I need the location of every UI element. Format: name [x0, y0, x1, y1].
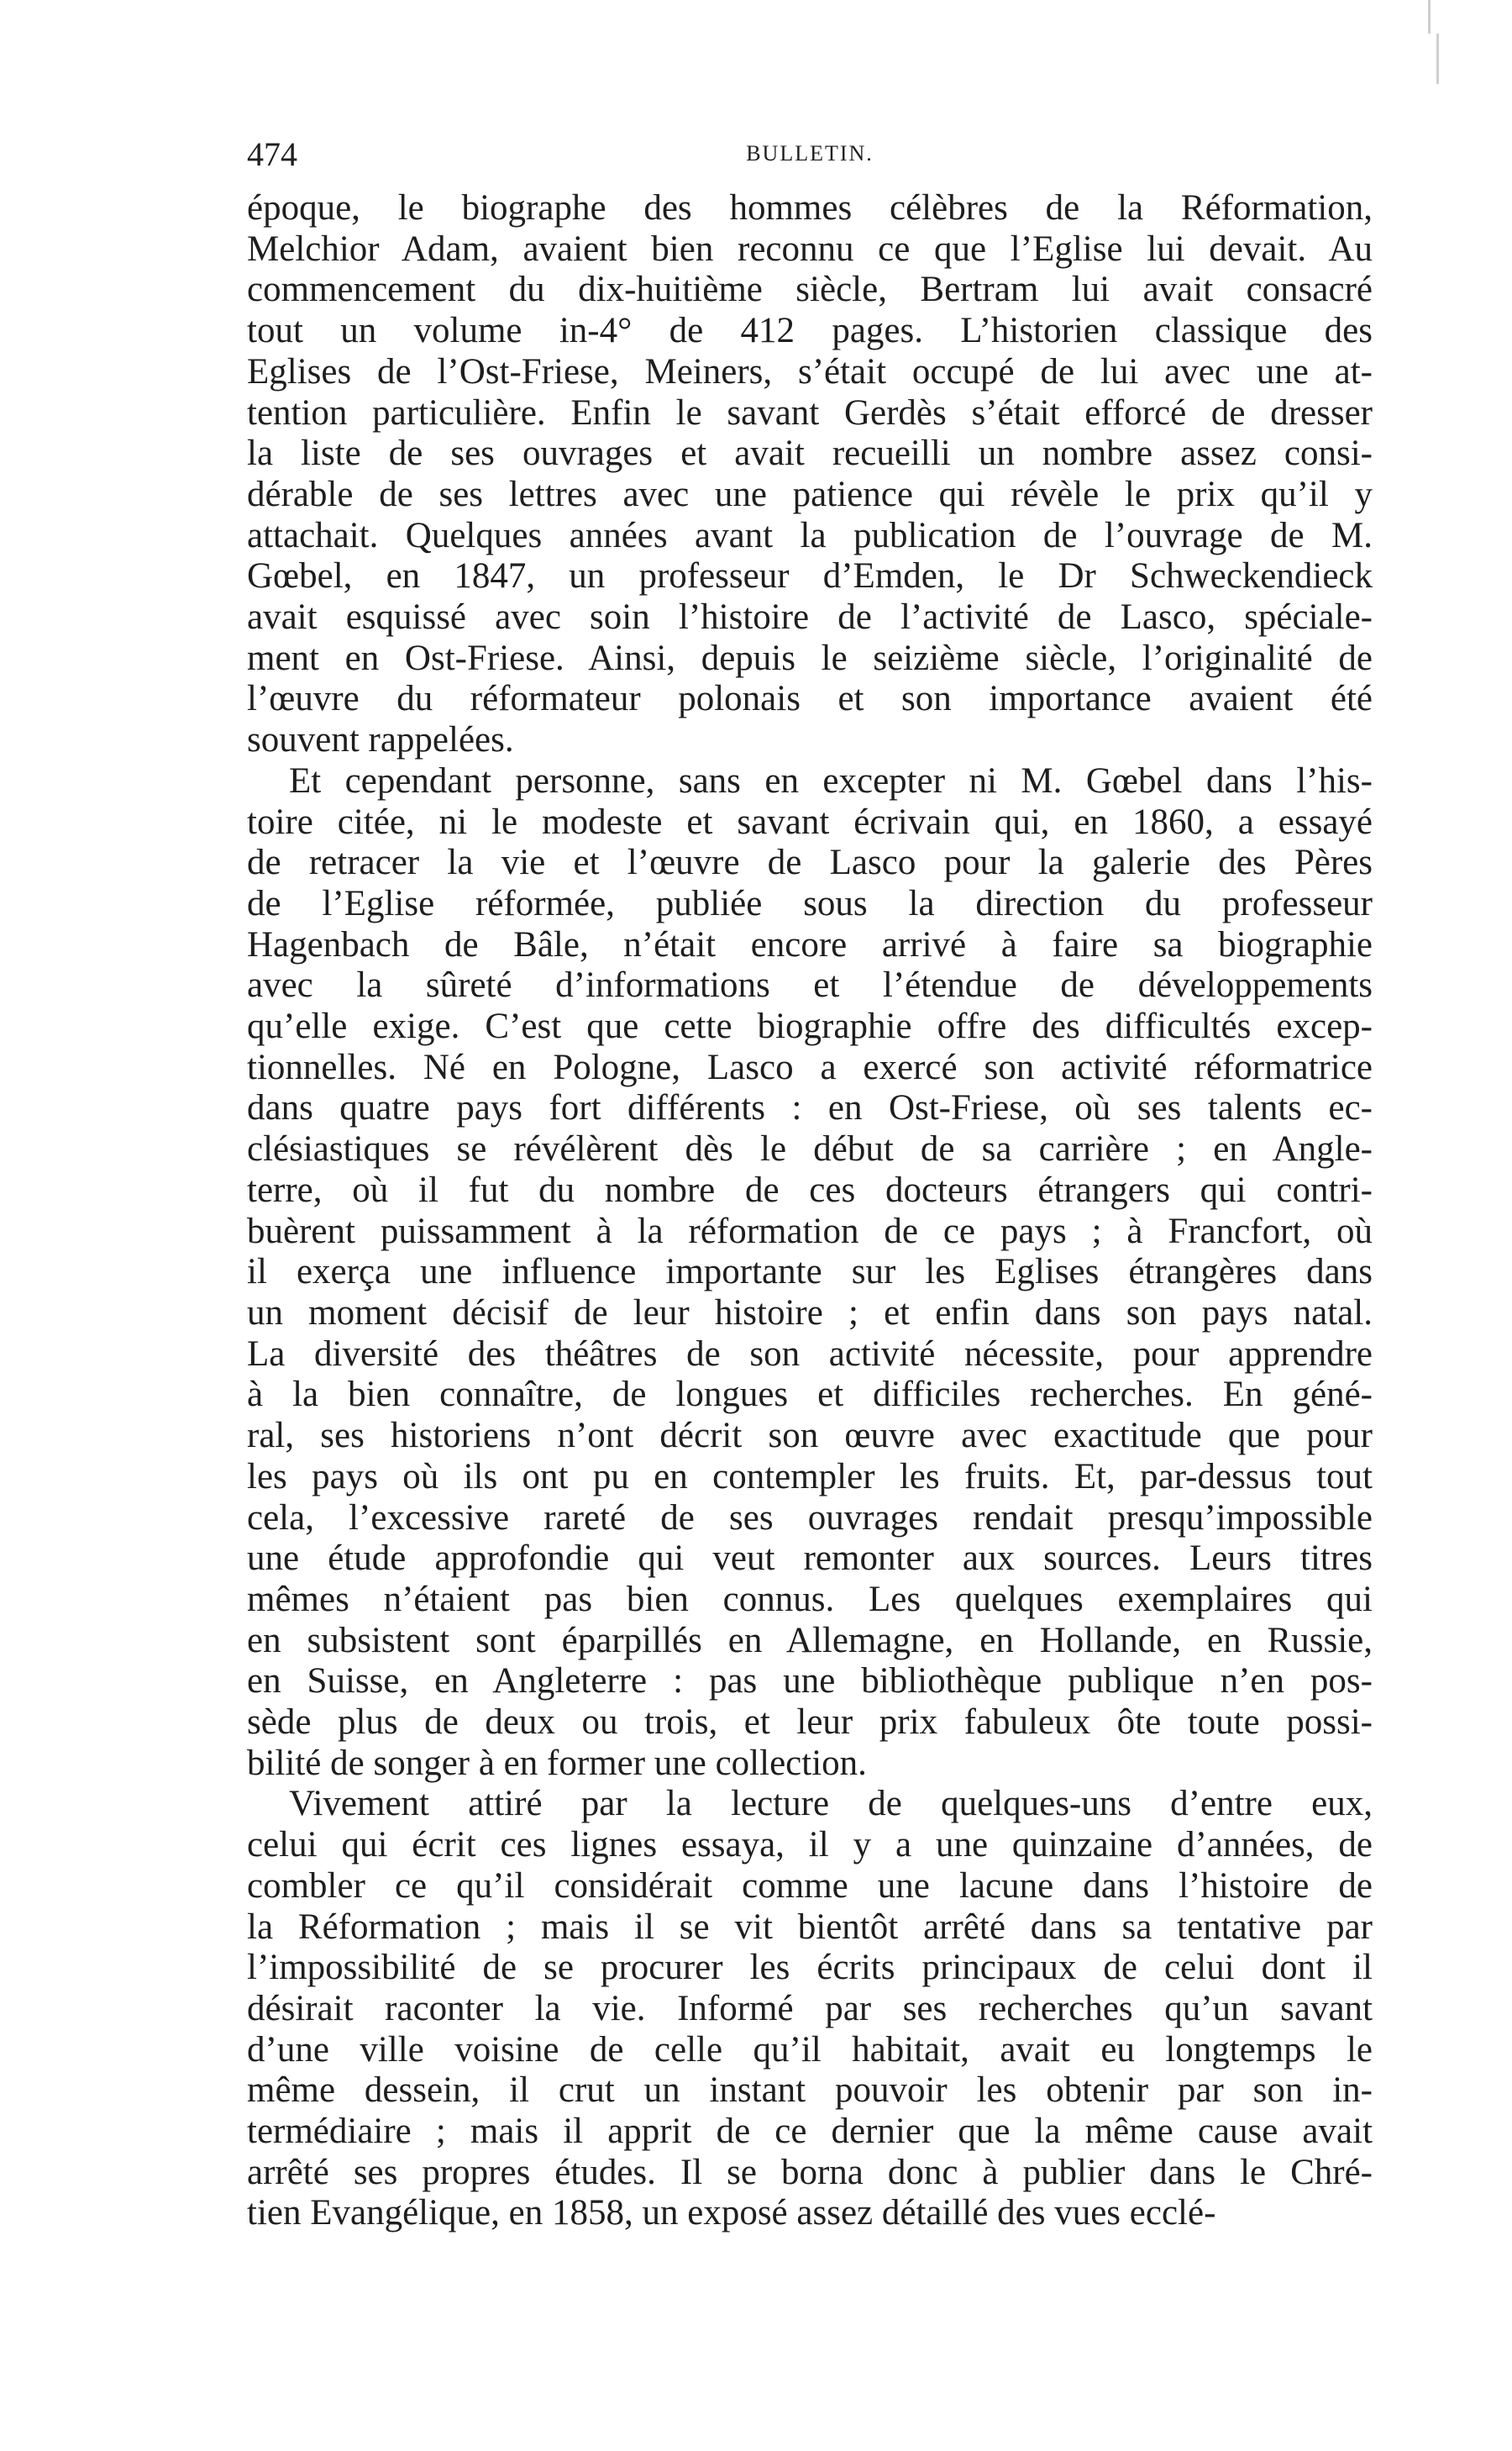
- text-line: cela, l’excessive rareté de ses ouvrages rendait presqu’impossible: [247, 1497, 1373, 1538]
- text-line: Gœbel, en 1847, un professeur d’Emden, le Dr Schweckendieck: [247, 556, 1373, 597]
- text-line: à la bien connaître, de longues et difficiles recherches. En géné-: [247, 1375, 1373, 1415]
- text-line: en Suisse, en Angleterre : pas une bibliothèque publique n’en pos-: [247, 1661, 1373, 1701]
- text-line: commencement du dix-huitième siècle, Bertram lui avait consacré: [247, 270, 1373, 310]
- text-line: buèrent puissamment à la réformation de ce pays ; à Francfort, où: [247, 1211, 1373, 1251]
- text-line: d’une ville voisine de celle qu’il habitait, avait eu longtemps le: [247, 2029, 1373, 2070]
- text-line: terre, où il fut du nombre de ces docteurs étrangers qui contri-: [247, 1170, 1373, 1210]
- text-line: ral, ses historiens n’ont décrit son œuvre avec exactitude que pour: [247, 1416, 1373, 1456]
- margin-mark: [1436, 34, 1439, 84]
- text-line: Hagenbach de Bâle, n’était encore arrivé à faire sa biographie: [247, 924, 1373, 965]
- text-line: mêmes n’étaient pas bien connus. Les quelques exemplaires qui: [247, 1579, 1373, 1619]
- text-line: tionnelles. Né en Pologne, Lasco a exercé son activité réformatrice: [247, 1047, 1373, 1087]
- text-line: les pays où ils ont pu en contempler les fruits. Et, par-dessus tout: [247, 1456, 1373, 1496]
- text-line: combler ce qu’il considérait comme une lacune dans l’histoire de: [247, 1865, 1373, 1906]
- text-line: toire citée, ni le modeste et savant écrivain qui, en 1860, a essayé: [247, 802, 1373, 842]
- text-line: une étude approfondie qui veut remonter aux sources. Leurs titres: [247, 1538, 1373, 1579]
- text-line: il exerça une influence importante sur les Eglises étrangères dans: [247, 1252, 1373, 1292]
- paragraph: [247, 1784, 1373, 2234]
- text-line: arrêté ses propres études. Il se borna donc à publier dans le Chré-: [247, 2152, 1373, 2192]
- text-line: Melchior Adam, avaient bien reconnu ce que l’Eglise lui devait. Au: [247, 229, 1373, 269]
- text-line: dérable de ses lettres avec une patience qui révèle le prix qu’il y: [247, 474, 1373, 514]
- text-line: avait esquissé avec soin l’histoire de l’activité de Lasco, spéciale-: [247, 597, 1373, 638]
- text-line: Vivement attiré par la lecture de quelques-uns d’entre eux,: [289, 1784, 1373, 1824]
- text-line: dans quatre pays fort différents : en Ost-Friese, où ses talents ec-: [247, 1088, 1373, 1128]
- text-line: tien Evangélique, en 1858, un exposé assez détaillé des vues ecclé-: [247, 2193, 1216, 2233]
- text-line: l’œuvre du réformateur polonais et son importance avaient été: [247, 679, 1373, 719]
- text-line: en subsistent sont éparpillés en Allemagne, en Hollande, en Russie,: [247, 1620, 1373, 1660]
- text-line: un moment décisif de leur histoire ; et enfin dans son pays natal.: [247, 1292, 1373, 1333]
- text-line: de l’Eglise réformée, publiée sous la direction du professeur: [247, 883, 1373, 923]
- text-line: tout un volume in-4° de 412 pages. L’historien classique des: [247, 311, 1373, 351]
- text-line: même dessein, il crut un instant pouvoir les obtenir par son in-: [247, 2070, 1373, 2111]
- text-line: Eglises de l’Ost-Friese, Meiners, s’était occupé de lui avec une at-: [247, 351, 1373, 392]
- running-head: BULLETIN.: [746, 141, 874, 166]
- text-line: l’impossibilité de se procurer les écrits principaux de celui dont il: [247, 1948, 1373, 1988]
- text-line: la Réformation ; mais il se vit bientôt arrêté dans sa tentative par: [247, 1907, 1373, 1947]
- text-line: bilité de songer à en former une collection.: [247, 1743, 867, 1783]
- paragraph: [247, 188, 1373, 761]
- text-line: la liste de ses ouvrages et avait recueilli un nombre assez consi-: [247, 434, 1373, 474]
- text-line: avec la sûreté d’informations et l’étendue de développements: [247, 965, 1373, 1006]
- text-line: clésiastiques se révélèrent dès le début de sa carrière ; en Angle-: [247, 1129, 1373, 1170]
- margin-mark: [1428, 0, 1431, 34]
- text-line: attachait. Quelques années avant la publication de l’ouvrage de M.: [247, 515, 1373, 555]
- text-line: sède plus de deux ou trois, et leur prix fabuleux ôte toute possi-: [247, 1702, 1373, 1743]
- text-line: celui qui écrit ces lignes essaya, il y a une quinzaine d’années, de: [247, 1825, 1373, 1865]
- text-line: qu’elle exige. C’est que cette biographie offre des difficultés excep-: [247, 1007, 1373, 1047]
- text-line: tention particulière. Enfin le savant Gerdès s’était efforcé de dresser: [247, 392, 1373, 433]
- text-line: ment en Ost-Friese. Ainsi, depuis le seizième siècle, l’originalité de: [247, 638, 1373, 678]
- text-line: souvent rappelées.: [247, 720, 514, 760]
- page-header: [247, 134, 1373, 185]
- paragraph: [247, 761, 1373, 1785]
- text-line: époque, le biographe des hommes célèbres de la Réformation,: [247, 188, 1373, 228]
- page-number: 474: [247, 135, 297, 173]
- text-line: Et cependant personne, sans en excepter ni M. Gœbel dans l’his-: [289, 760, 1373, 801]
- text-line: La diversité des théâtres de son activité nécessite, pour apprendre: [247, 1333, 1373, 1374]
- body-text: [247, 188, 1373, 2234]
- text-line: de retracer la vie et l’œuvre de Lasco pour la galerie des Pères: [247, 843, 1373, 883]
- text-line: termédiaire ; mais il apprit de ce dernier que la même cause avait: [247, 2112, 1373, 2152]
- text-line: désirait raconter la vie. Informé par ses recherches qu’un savant: [247, 1988, 1373, 2028]
